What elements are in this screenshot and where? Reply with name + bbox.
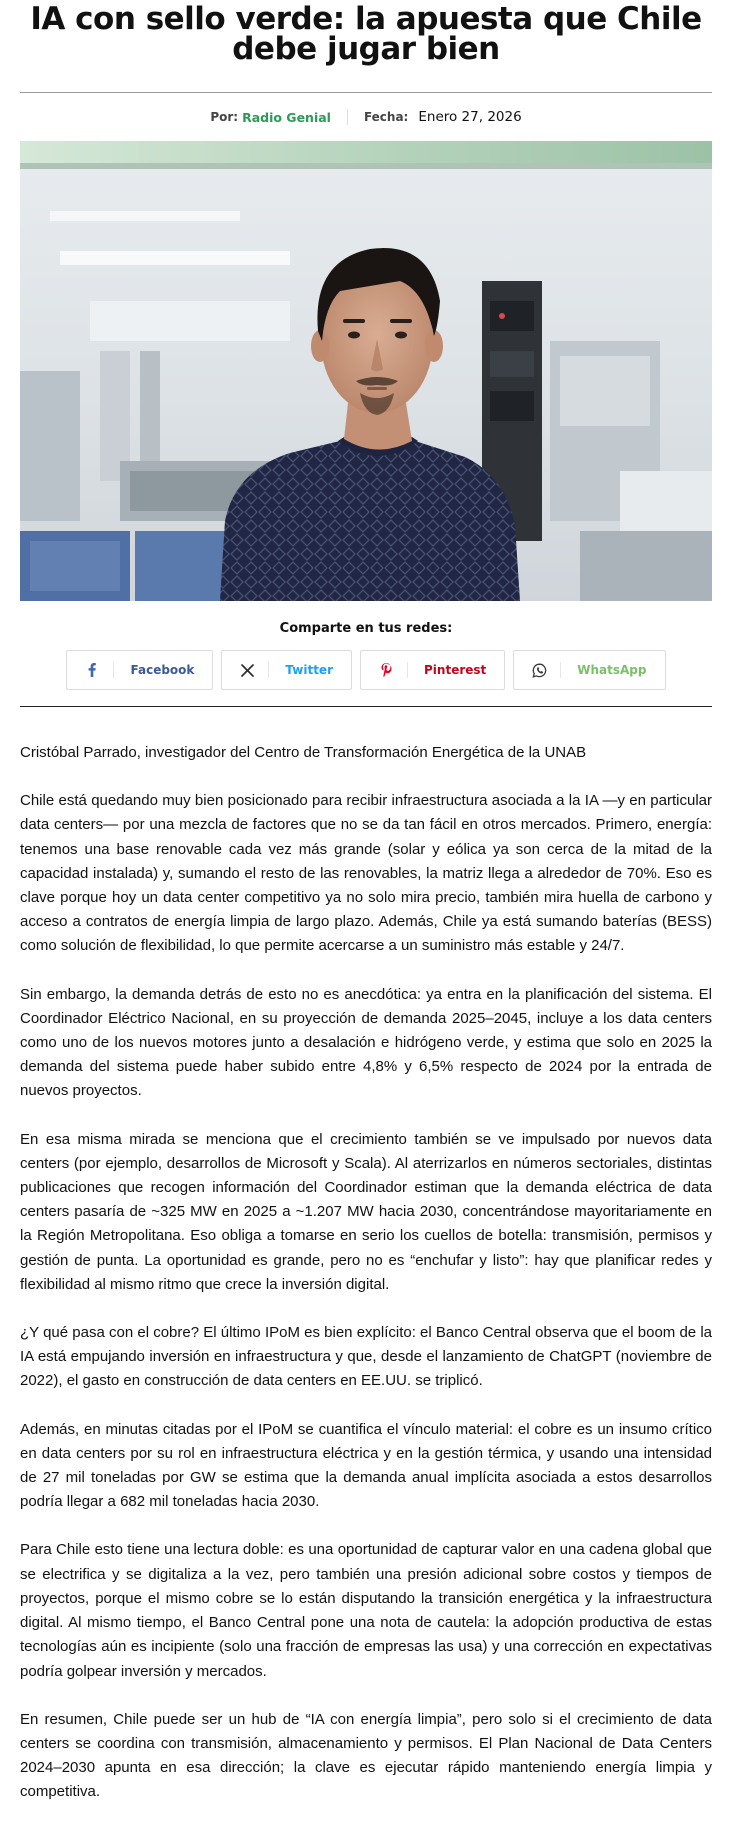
share-whatsapp-label: WhatsApp bbox=[577, 663, 647, 677]
hero-photo-illustration bbox=[20, 141, 712, 601]
share-whatsapp-button[interactable] bbox=[513, 650, 665, 690]
article-meta bbox=[20, 93, 712, 141]
date-label: Fecha: bbox=[363, 110, 409, 124]
share-divider bbox=[560, 662, 561, 678]
hero-photo bbox=[20, 141, 712, 601]
article-title: IA con sello verde: la apuesta que Chile debe jugar bien bbox=[30, 1, 702, 67]
share-facebook-label: Facebook bbox=[130, 663, 195, 677]
share-divider bbox=[268, 662, 269, 678]
share-facebook-button[interactable] bbox=[66, 650, 213, 690]
publish-date: Enero 27, 2026 bbox=[418, 109, 522, 125]
author-link[interactable]: Radio Genial bbox=[242, 109, 331, 125]
x-icon bbox=[238, 664, 256, 677]
article-paragraph: Sin embargo, la demanda detrás de esto no es anecdótica: ya entra en la planificación del sistema. El Coordinador Eléctrico Nacional, en su proyección de demanda 2025–2045, incluye a los data centers como uno de los nuevos motores junto a desalación e hidrógeno verde, y estima que solo en 2025 la demanda del sistema puede haber subido entre 4,8% y 6,5% respecto de 2024 por la entrada de nuevos proyectos. bbox=[20, 985, 712, 1100]
article-paragraph: Además, en minutas citadas por el IPoM se cuantifica el vínculo material: el cobre es un insumo crítico en data centers por su rol en infraestructura eléctrica y en la gestión térmica, y usando una intensidad de 27 mil toneladas por GW se estima que la demanda anual implícita asociada a estos desarrollos podría llegar a 682 mil toneladas hacia 2030. bbox=[20, 1420, 712, 1511]
photo-caption: Cristóbal Parrado, investigador del Centro de Transformación Energética de la UNAB bbox=[20, 744, 587, 761]
date-block bbox=[348, 109, 522, 125]
share-twitter-button[interactable] bbox=[221, 650, 352, 690]
article-paragraph: ¿Y qué pasa con el cobre? El último IPoM es bien explícito: el Banco Central observa que el boom de la IA está empujando inversión en infraestructura y que, desde el lanzamiento de ChatGPT (noviembre de 2022), el gasto en construcción de data centers en EE.UU. se triplicó. bbox=[20, 1324, 712, 1390]
article-paragraph: En resumen, Chile puede ser un hub de “IA con energía limpia”, pero solo si el crecimiento de data centers se coordina con transmisión, almacenamiento y permisos. El Plan Nacional de Data Centers 2024–2030 apunta en esa dirección; la clave es ejecutar rápido manteniendo energía limpia y competitiva. bbox=[20, 1710, 712, 1801]
author-block bbox=[210, 109, 348, 125]
author-label: Por: bbox=[210, 110, 239, 124]
facebook-icon bbox=[83, 663, 101, 677]
article-paragraph: En esa misma mirada se menciona que el crecimiento también se ve impulsado por nuevos data centers (por ejemplo, desarrollos de Microsoft y Scala). Al aterrizarlos en números sectoriales, distintas publicaciones que recogen información del Coordinador estiman que la demanda eléctrica de data centers pasaría de ~325 MW en 2025 a ~1.207 MW hacia 2030, concentrándose mayoritariamente en la Región Metropolitana. Eso obliga a tomarse en serio los cuellos de botella: transmisión, permisos y gestión de punta. La oportunidad es grande, pero no es “enchufar y listo”: hay que planificar redes y flexibilidad al mismo ritmo que crece la inversión digital. bbox=[20, 1130, 712, 1293]
article-paragraph: Para Chile esto tiene una lectura doble: es una oportunidad de capturar valor en una cadena global que se electrifica y se digitaliza a la vez, pero también una presión adicional sobre costos y tiempos de proyectos, porque el mismo cobre se lo están disputando la transición energética y la infraestructura digital. Al mismo tiempo, el Banco Central pone una nota de cautela: la adopción productiva de estas tecnologías aún es incipiente (solo una fracción de empresas las usa) y una corrección en expectativas podría golpear inversión y mercados. bbox=[20, 1541, 712, 1680]
share-divider bbox=[407, 662, 408, 678]
share-divider-line bbox=[20, 706, 712, 707]
share-label: Comparte en tus redes: bbox=[279, 621, 453, 636]
share-divider bbox=[113, 662, 114, 678]
share-pinterest-button[interactable] bbox=[360, 650, 505, 690]
whatsapp-icon bbox=[530, 663, 548, 678]
article-body bbox=[20, 741, 712, 1805]
article-paragraph: Chile está quedando muy bien posicionado para recibir infraestructura asociada a la IA —y en particular data centers— por una mezcla de factores que no se da tan fácil en otros mercados. Primero, energía: tenemos una base renovable cada vez más grande (solar y eólica ya son cerca de la mitad de la capacidad instalada) y, sumando el resto de las renovables, la matriz llega a alrededor de 70%. Eso es clave porque hoy un data center competitivo ya no solo mira precio, también mira huella de carbono y acceso a contratos de energía limpia de largo plazo. Además, Chile ya está sumando baterías (BESS) como solución de flexibilidad, lo que permite acercarse a un suministro más estable y 24/7. bbox=[20, 792, 712, 955]
share-twitter-label: Twitter bbox=[285, 663, 333, 677]
share-buttons bbox=[20, 650, 712, 690]
pinterest-icon bbox=[377, 663, 395, 677]
share-pinterest-label: Pinterest bbox=[424, 663, 487, 677]
